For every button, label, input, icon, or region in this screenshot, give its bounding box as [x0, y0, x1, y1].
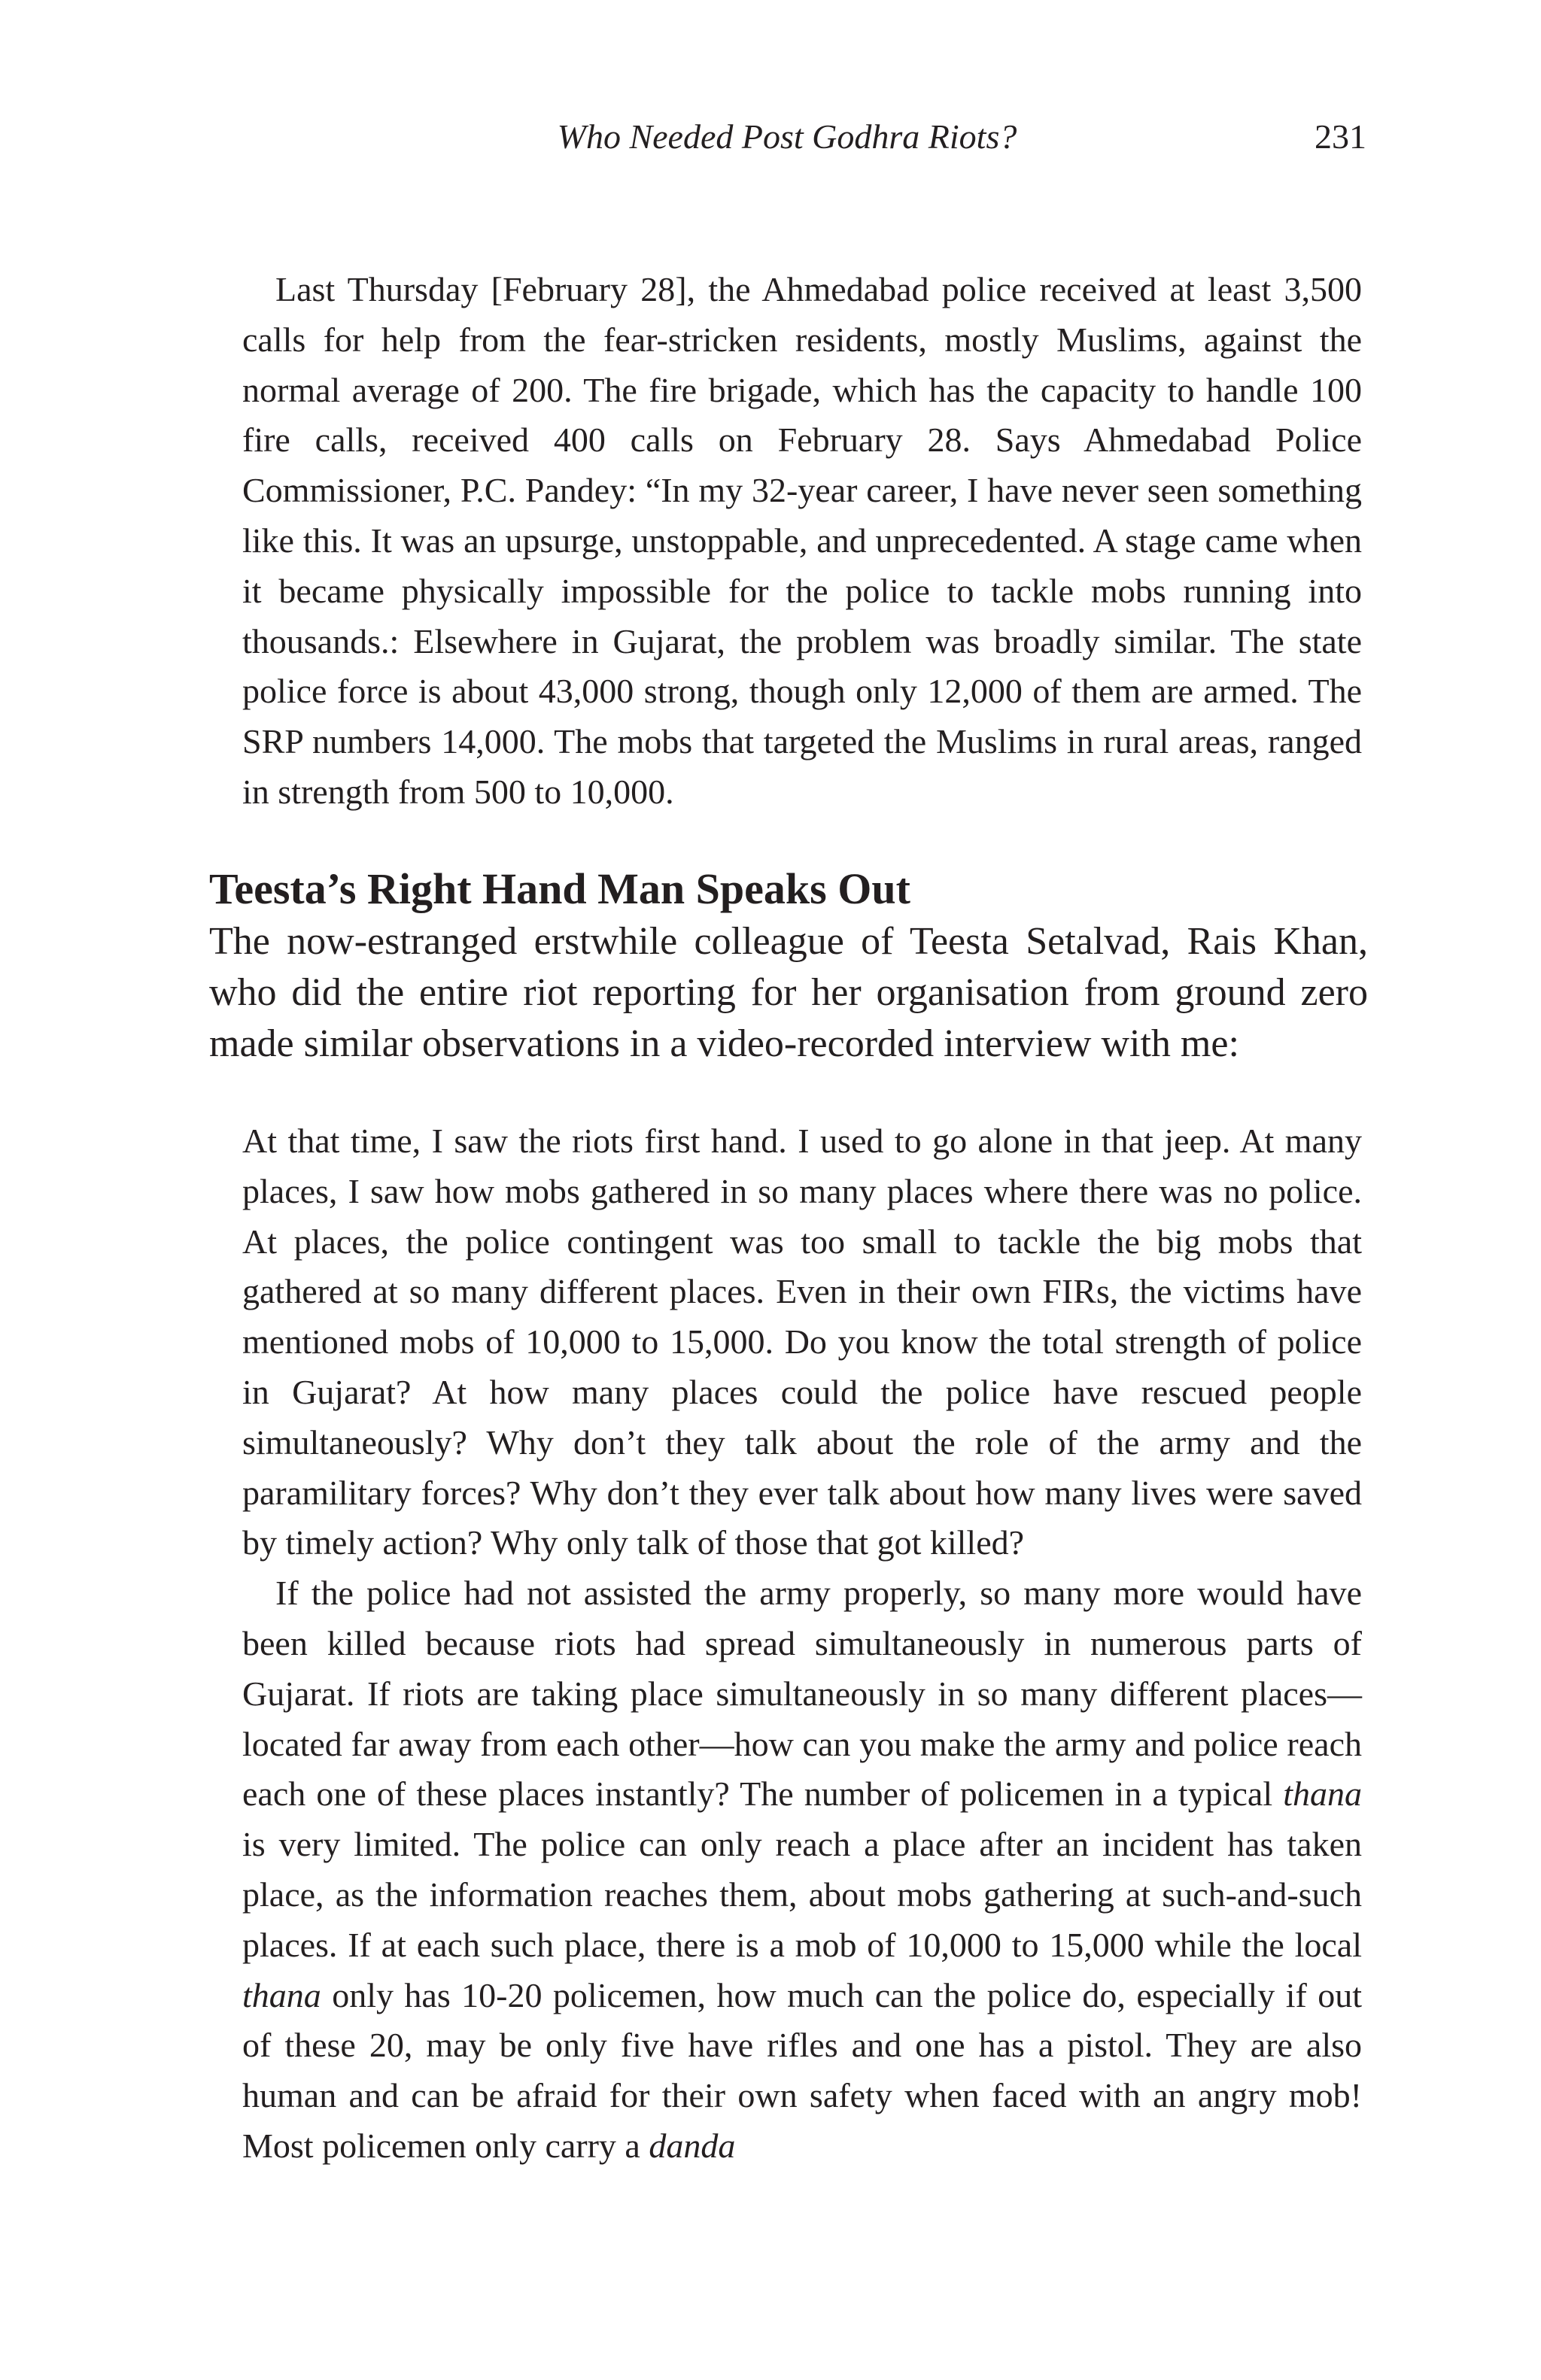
running-head: [208, 114, 1366, 159]
block-quote-police-commissioner: [242, 265, 1362, 818]
quote-paragraph-2: [242, 1568, 1362, 2172]
quote-paragraph-1: At that time, I saw the riots first hand. I used to go alone in that jeep. At many places, I saw how mobs gathered in so many places where there was no police. At places, the police contingent was too small to tackle the big mobs that gathered at so many different places. Even in their own FIRs, the victims have mentioned mobs of 10,000 to 15,000. Do you know the total strength of police in Gujarat? At how many places could the police have rescued people simultaneously? Why don’t they talk about the role of the army and the paramilitary forces? Why don’t they ever talk about how many lives were saved by timely action? Why only talk of those that got killed?: [242, 1122, 1362, 1562]
italic-term-thana: thana: [1283, 1774, 1363, 1814]
section-heading: Teesta’s Right Hand Man Speaks Out: [209, 864, 910, 913]
page-number: 231: [1315, 117, 1366, 156]
quote-paragraph-2-part-1: If the police had not assisted the army properly, so many more would have been killed because riots had spread simultaneously in numerous parts of Gujarat. If riots are taking place simultaneously in so many different places—located far away from each other—how can you make the army and police reach each one of these places instantly? The number of policemen in a typical: [242, 1574, 1362, 1814]
italic-term-danda: danda: [649, 2126, 736, 2165]
running-title: Who Needed Post Godhra Riots?: [557, 117, 1017, 156]
quote-paragraph-2-part-3: only has 10-20 policemen, how much can the police do, especially if out of these 20, may be only five have rifles and one has a pistol. They are also human and can be afraid for their own safety when faced with an angry mob! Most policemen only carry a: [242, 1975, 1363, 2165]
section-intro-paragraph: [209, 916, 1368, 1070]
intro-text: The now-estranged erstwhile colleague of Teesta Setalvad, Rais Khan, who did the entire riot reporting for her organisation from ground zero made similar observations in a video-recorded interview with me:: [209, 920, 1368, 1065]
block-quote-rais-khan: [242, 1116, 1362, 2172]
italic-term-thana: thana: [242, 1975, 321, 2014]
quote-text: Last Thursday [February 28], the Ahmedabad police received at least 3,500 calls for help from the fear-stricken residents, mostly Muslims, against the normal average of 200. The fire brigade, which has the capacity to handle 100 fire calls, received 400 calls on February 28. Says Ahmedabad Police Commissioner, P.C. Pandey: “In my 32-year career, I have never seen something like this. It was an upsurge, unstoppable, and unprecedented. A stage came when it became physically impossible for the police to tackle mobs running into thousands.: Elsewhere in Gujarat, the problem was broadly similar. The state police force is about 43,000 strong, though only 12,000 of them are armed. The SRP numbers 14,000. The mobs that targeted the Muslims in rural areas, ranged in strength from 500 to 10,000.: [242, 270, 1362, 811]
quote-paragraph-2-part-2: is very limited. The police can only reach a place after an incident has taken place, as the information reaches them, about mobs gathering at such-and-such places. If at each such place, there is a mob of 10,000 to 15,000 while the local: [242, 1825, 1362, 1964]
